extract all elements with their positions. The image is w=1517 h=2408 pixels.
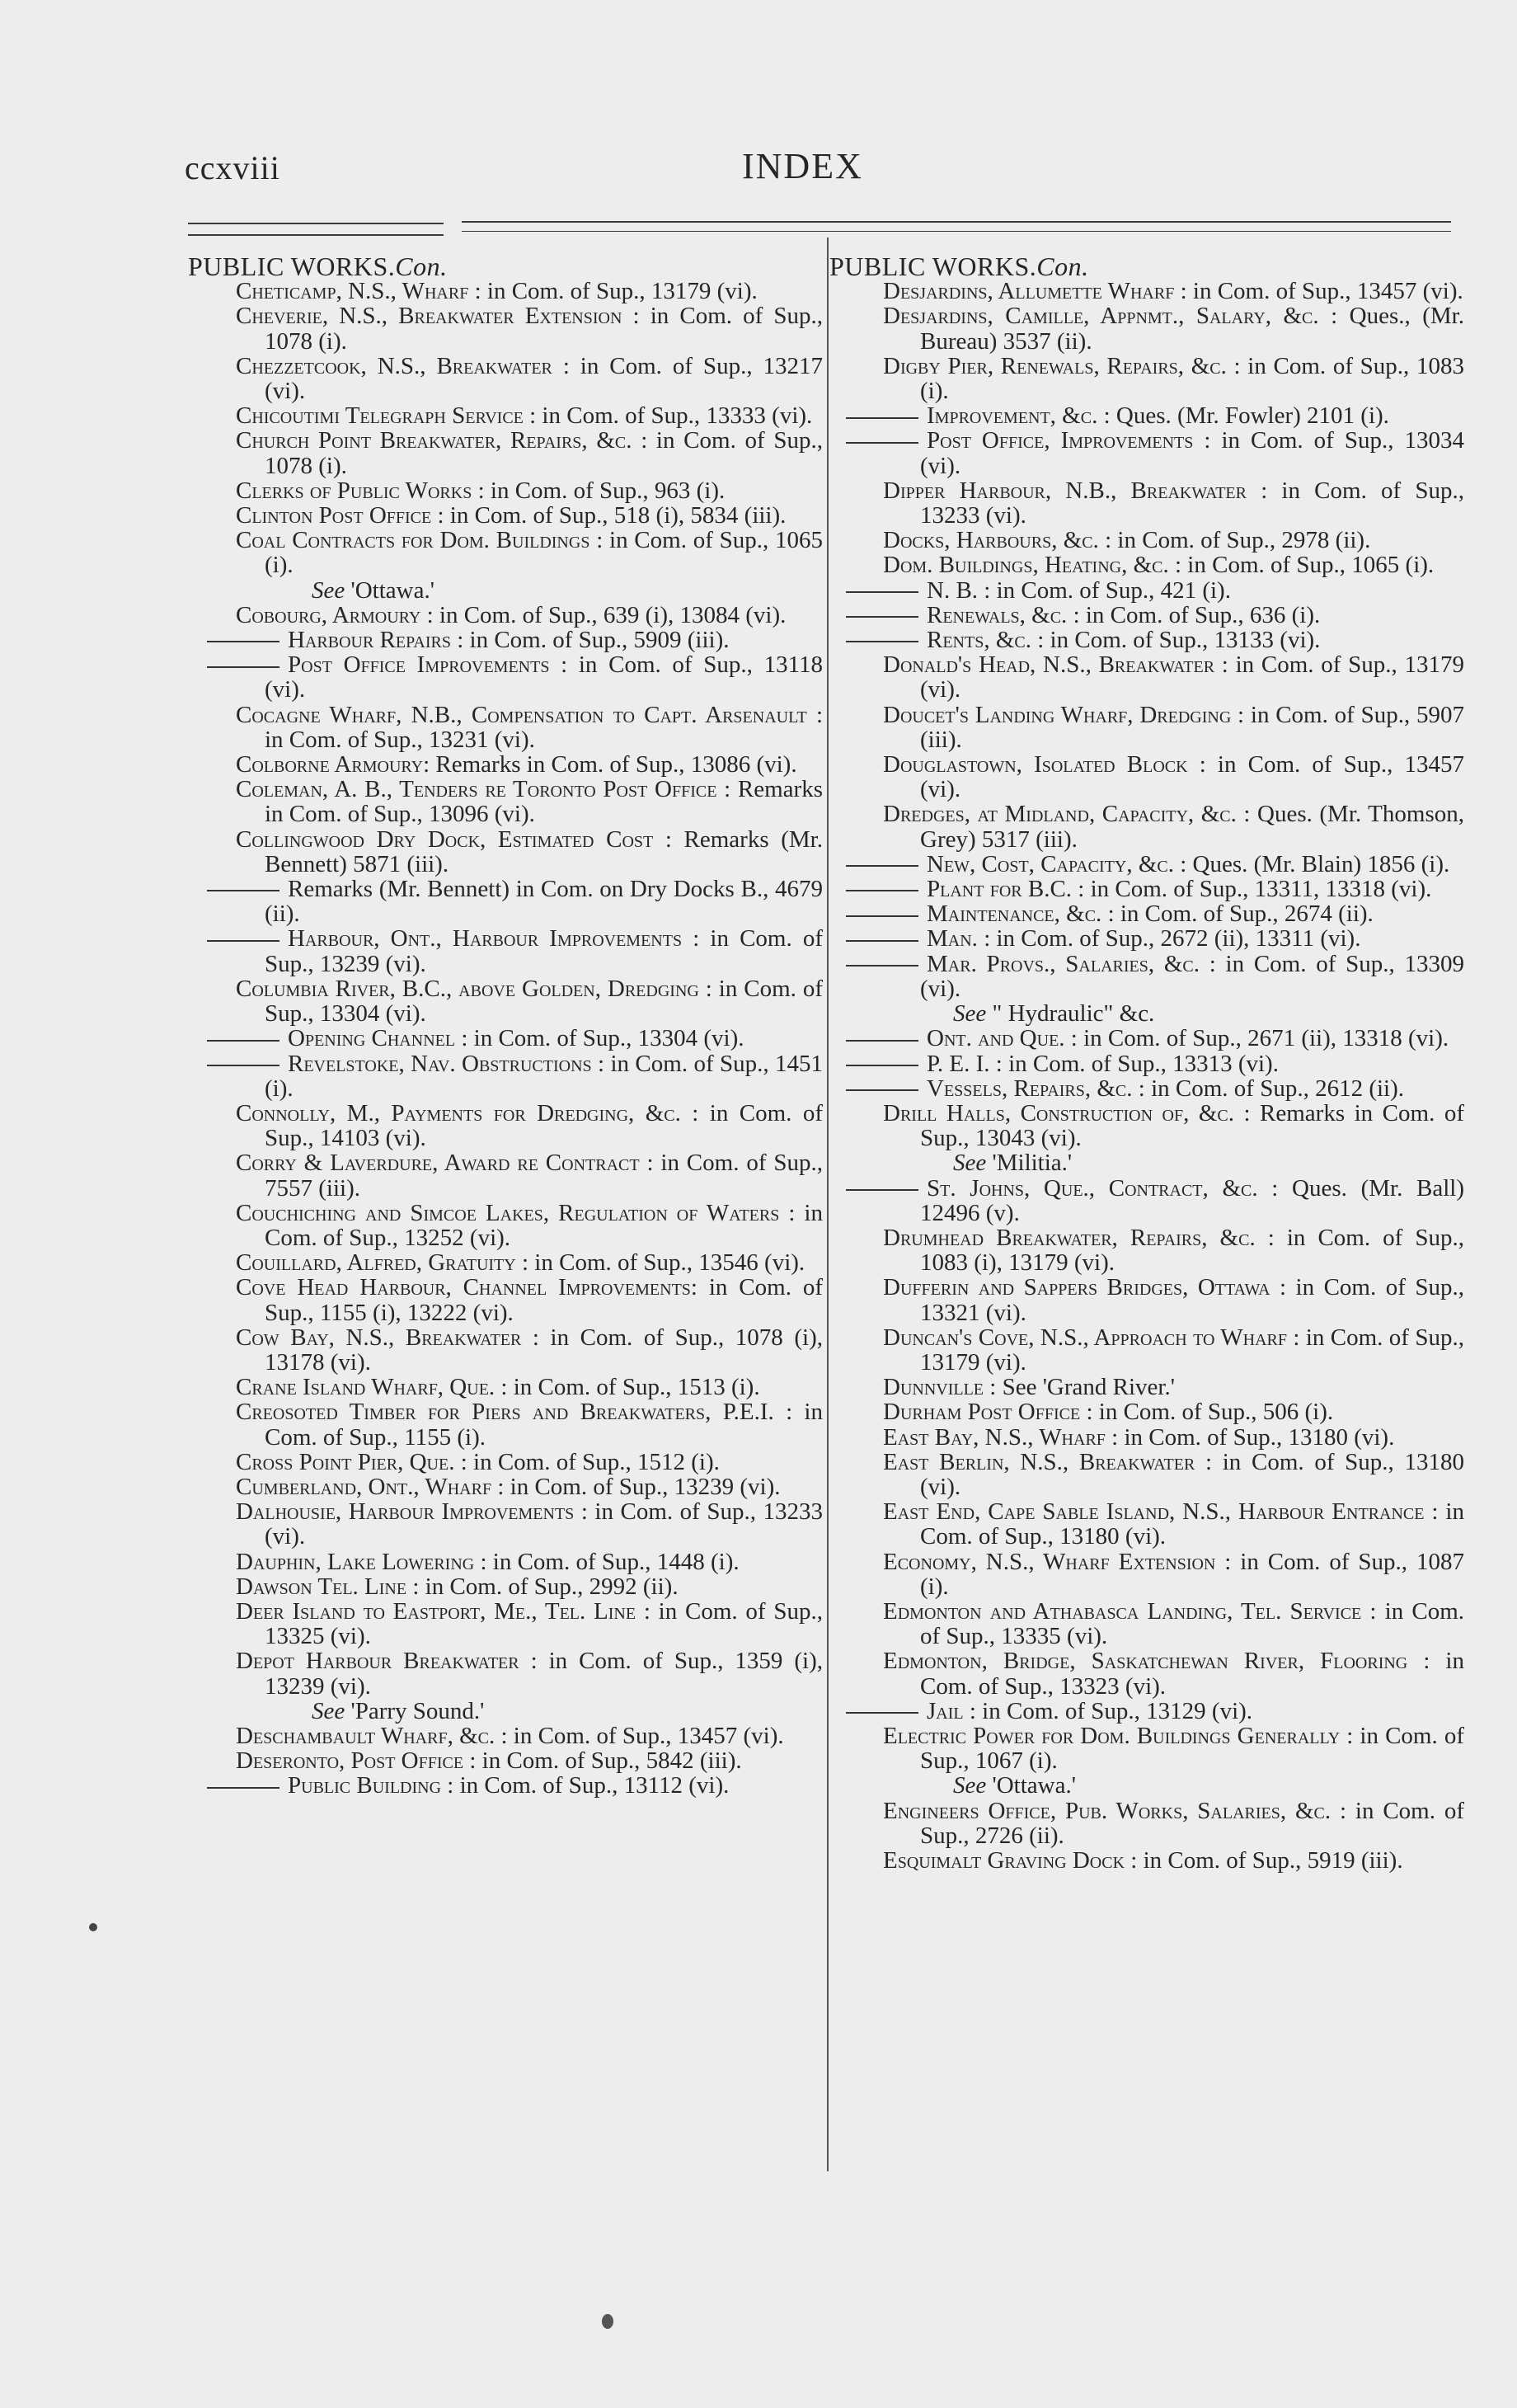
index-entry [829, 752, 1464, 802]
index-entry [829, 877, 1464, 901]
entry-text: : in Com. of Sup., 13457 (vi). [500, 1722, 784, 1749]
index-entry [188, 403, 823, 428]
see-reference [188, 578, 823, 603]
entry-heading: Coleman, A. B., Tenders re Toronto Post Office [236, 776, 725, 803]
entry-text: : in Com. of Sup., 13252 (vi). [265, 1199, 823, 1251]
index-entry [188, 652, 823, 702]
index-entry [188, 1399, 823, 1449]
index-entry [829, 1799, 1464, 1848]
entry-heading: Maintenance, &c. [927, 901, 1108, 928]
index-entry [829, 1499, 1464, 1549]
index-entry [829, 1375, 1464, 1399]
entry-heading: Mar. Provs., Salaries, &c. [927, 950, 1209, 977]
entry-text: : in Com. of Sup., 5842 (iii). [469, 1747, 742, 1775]
heading-text: PUBLIC WORKS. [829, 252, 1037, 281]
entry-text: : in Com. of Sup., 639 (i), 13084 (vi). [426, 601, 787, 628]
entry-text: : in Com. of Sup., 13304 (vi). [265, 975, 823, 1028]
entry-heading: Revelstoke, Nav. Obstructions [288, 1050, 599, 1077]
entry-heading: Coal Contracts for Dom. Buildings [236, 527, 597, 554]
index-entry [188, 1724, 823, 1748]
index-entry [829, 952, 1464, 1001]
entry-text: : in Com. of Sup., 1065 (i). [1175, 552, 1435, 579]
index-entry [188, 976, 823, 1026]
index-entry [188, 1450, 823, 1474]
entry-text: : in Com. of Sup., 13179 (vi). [920, 1324, 1464, 1376]
entry-text: : in Com. of Sup., 2978 (ii). [1105, 527, 1371, 554]
entry-heading: East Bay, N.S., Wharf [883, 1423, 1112, 1451]
entry-heading: Durham Post Office [883, 1399, 1087, 1426]
index-entry [829, 1425, 1464, 1450]
entry-heading: Dawson Tel. Line [236, 1573, 413, 1600]
index-entry [188, 1026, 823, 1051]
entry-text: : in Com. of Sup., 13217 (vi). [265, 352, 823, 405]
index-entry [829, 528, 1464, 553]
entry-heading: Vessels, Repairs, &c. [927, 1075, 1139, 1102]
entry-text: : in Com. of Sup., 13180 (vi). [920, 1448, 1464, 1500]
entry-heading: Crane Island Wharf, Que. [236, 1374, 501, 1401]
index-entry [829, 628, 1464, 652]
entry-heading: Chezzetcook, N.S., Breakwater [236, 352, 563, 379]
ditto-dash [207, 940, 279, 942]
entry-heading: Docks, Harbours, &c. [883, 527, 1106, 554]
entry-heading: Cumberland, Ont., Wharf [236, 1473, 498, 1500]
entry-text: : in Com. of Sup., 13034 (vi). [920, 427, 1464, 479]
entry-heading: Clerks of Public Works [236, 477, 478, 504]
ditto-dash [207, 666, 279, 668]
header-rule-mid-top [462, 221, 1451, 223]
ditto-dash [846, 915, 918, 917]
index-entry [829, 852, 1464, 877]
right-column-heading [829, 254, 1464, 279]
see-reference [829, 1773, 1464, 1798]
index-entry [188, 1599, 823, 1648]
entry-text: : in Com. of Sup., 2726 (ii). [920, 1797, 1464, 1849]
entry-heading: Economy, N.S., Wharf Extension [883, 1548, 1225, 1575]
heading-cont: Con. [395, 252, 448, 281]
index-entry [829, 1101, 1464, 1150]
entry-heading: Deschambault Wharf, &c. [236, 1722, 501, 1749]
see-label: See [953, 1150, 987, 1177]
entry-heading: Dom. Buildings, Heating, &c. [883, 552, 1175, 579]
entry-heading: Electric Power for Dom. Buildings Generally [883, 1722, 1347, 1749]
index-entry [188, 1748, 823, 1773]
index-entry [188, 877, 823, 926]
index-entry [188, 703, 823, 752]
see-reference [829, 1150, 1464, 1175]
see-target: 'Ottawa.' [992, 1772, 1076, 1799]
index-entry [188, 603, 823, 628]
index-entry [188, 1574, 823, 1599]
see-label: See [312, 576, 345, 604]
ditto-dash [846, 940, 918, 942]
entry-text: : in Com. of Sup., 13546 (vi). [521, 1249, 805, 1277]
index-entry [188, 1375, 823, 1399]
see-label: See [953, 1000, 987, 1028]
index-entry [829, 403, 1464, 428]
index-entry [188, 478, 823, 503]
entry-text: : in Com. of Sup., 963 (i). [477, 477, 726, 504]
entry-text: : in Com. of Sup., 13129 (vi). [969, 1697, 1253, 1724]
entry-text: : in Com. of Sup., 13180 (vi). [920, 1498, 1464, 1550]
entry-heading: Jail [927, 1697, 970, 1724]
entry-text: : in Com. of Sup., 14103 (vi). [265, 1099, 823, 1152]
index-entry [829, 1648, 1464, 1698]
see-label: See [312, 1697, 345, 1724]
entry-text: : in Com. of Sup., 1078 (i). [265, 427, 823, 479]
entry-heading: Cove Head Harbour, Channel Improvements: [236, 1274, 709, 1301]
entry-text: : in Com. of Sup., 13239 (vi). [497, 1473, 781, 1500]
page-number: ccxviii [185, 149, 280, 186]
entry-heading: Post Office Improvements [288, 651, 561, 679]
ditto-dash [207, 641, 279, 642]
index-entry [829, 1076, 1464, 1101]
entry-text: : in Com. of Sup., 1065 (i). [265, 527, 823, 579]
entry-text: : in Com. of Sup., 1067 (i). [920, 1722, 1464, 1775]
entry-heading: Esquimalt Graving Dock [883, 1847, 1131, 1874]
entry-text: : See 'Grand River.' [989, 1374, 1175, 1401]
entry-text: : in Com. of Sup., 13180 (vi). [1111, 1423, 1395, 1451]
entry-text: : in Com. of Sup., 13233 (vi). [920, 477, 1464, 529]
entry-heading: Drumhead Breakwater, Repairs, &c. [883, 1224, 1268, 1251]
index-entry [829, 553, 1464, 577]
entry-text: : Remarks in Com. of Sup., 13043 (vi). [920, 1099, 1464, 1152]
entry-text: : in Com. of Sup., 1448 (i). [480, 1548, 740, 1575]
entry-text: : in Com. of Sup., 13333 (vi). [529, 402, 813, 430]
entry-heading: Edmonton, Bridge, Saskatchewan River, Flooring [883, 1648, 1424, 1675]
index-entry [829, 1599, 1464, 1648]
index-entry [188, 303, 823, 353]
entry-text: : Ques. (Mr. Fowler) 2101 (i). [1103, 402, 1389, 430]
ink-dot [89, 1923, 97, 1931]
see-reference [829, 1001, 1464, 1026]
entry-heading: Cobourg, Armoury [236, 601, 427, 628]
index-entry [188, 428, 823, 477]
ditto-dash [846, 1089, 918, 1091]
ditto-dash [846, 1040, 918, 1042]
entry-heading: Harbour Repairs [288, 627, 458, 654]
entry-text: : Remarks (Mr. Bennett) 5871 (iii). [265, 825, 823, 877]
entry-text: : in Com. of Sup., 5907 (iii). [920, 701, 1464, 753]
entry-heading: East End, Cape Sable Island, N.S., Harbour Entrance [883, 1498, 1432, 1526]
entry-heading: Digby Pier, Renewals, Repairs, &c. [883, 352, 1234, 379]
entry-heading: Plant for B.C. [927, 876, 1078, 903]
index-entry [829, 1325, 1464, 1375]
index-entry [829, 901, 1464, 926]
ditto-dash [207, 1040, 279, 1042]
entry-heading: Dalhousie, Harbour Improvements [236, 1498, 581, 1526]
index-entry [188, 528, 823, 577]
header-rule-left-top [188, 223, 444, 224]
entry-text: : Ques. (Mr. Blain) 1856 (i). [1180, 850, 1450, 877]
entry-heading: Colborne Armoury: [236, 751, 436, 778]
column-divider [827, 238, 829, 2171]
entry-heading: Dunnville [883, 1374, 990, 1401]
index-entry [188, 926, 823, 976]
entry-heading: Couchiching and Simcoe Lakes, Regulation of Waters [236, 1199, 789, 1226]
entry-heading: Edmonton and Athabasca Landing, Tel. Service [883, 1597, 1370, 1625]
see-label: See [953, 1772, 987, 1799]
entry-heading: St. Johns, Que., Contract, &c. [927, 1174, 1272, 1202]
index-entry [188, 1648, 823, 1698]
header-rule-left-bottom [188, 234, 444, 236]
entry-text: : Remarks in Com. of Sup., 13096 (vi). [265, 776, 823, 828]
index-entry [829, 1225, 1464, 1275]
ditto-dash [846, 442, 918, 444]
entry-heading: Harbour, Ont., Harbour Improvements [288, 925, 693, 952]
entry-heading: Creosoted Timber for Piers and Breakwaters, P.E.I. [236, 1399, 787, 1426]
entry-text: : in Com. of Sup., 1078 (i), 13178 (vi). [265, 1324, 823, 1376]
entry-text: : in Com. of Sup., 636 (i). [1073, 601, 1321, 628]
left-column-heading [188, 254, 823, 279]
entry-text: : Ques. (Mr. Thomson, Grey) 5317 (iii). [920, 801, 1464, 853]
entry-heading: P. E. I. [927, 1050, 996, 1077]
entry-heading: Deer Island to Eastport, Me., Tel. Line [236, 1597, 644, 1625]
entry-heading: Desjardins, Allumette Wharf [883, 278, 1181, 305]
entry-text: : in Com. of Sup., 13325 (vi). [265, 1597, 823, 1650]
entry-text: : Ques., (Mr. Bureau) 3537 (ii). [920, 303, 1464, 355]
index-entry [829, 603, 1464, 628]
index-entry [829, 428, 1464, 477]
ditto-dash [846, 591, 918, 593]
entry-text: : in Com. of Sup., 5909 (iii). [457, 627, 730, 654]
entry-text: : in Com. of Sup., 1513 (i). [500, 1374, 760, 1401]
entry-text: : in Com. of Sup., 1155 (i). [265, 1399, 823, 1451]
entry-heading: Duncan's Cove, N.S., Approach to Wharf [883, 1324, 1294, 1351]
index-entry [188, 1150, 823, 1200]
entry-heading: Cheverie, N.S., Breakwater Extension [236, 303, 633, 330]
index-entry [188, 1325, 823, 1375]
entry-heading: Columbia River, B.C., above Golden, Dredging [236, 975, 706, 1002]
entry-heading: Dredges, at Midland, Capacity, &c. [883, 801, 1244, 828]
ditto-dash [207, 1787, 279, 1789]
entry-heading: Chicoutimi Telegraph Service [236, 402, 530, 430]
index-entry [829, 1176, 1464, 1225]
entry-text: : in Com. of Sup., 13231 (vi). [265, 701, 823, 753]
entry-heading: Connolly, M., Payments for Dredging, &c. [236, 1099, 693, 1126]
entry-heading: Dipper Harbour, N.B., Breakwater [883, 477, 1261, 504]
ditto-dash [846, 616, 918, 618]
entry-heading: Cross Point Pier, Que. [236, 1448, 461, 1475]
entry-text: : in Com. of Sup., 13335 (vi). [920, 1597, 1464, 1650]
entry-heading: Ont. and Que. [927, 1025, 1071, 1052]
entry-heading: Public Building [288, 1772, 448, 1799]
entry-heading: Dauphin, Lake Lowering [236, 1548, 481, 1575]
index-entry [188, 1773, 823, 1798]
ditto-dash [846, 1189, 918, 1191]
index-entry [188, 1051, 823, 1101]
entry-text: : in Com. of Sup., 2992 (ii). [412, 1573, 679, 1600]
index-entry [188, 628, 823, 652]
index-entry [829, 478, 1464, 528]
entry-text: : in Com. of Sup., 13233 (vi). [265, 1498, 824, 1550]
ditto-dash [207, 1065, 279, 1066]
entry-heading: Drill Halls, Construction of, &c. [883, 1099, 1244, 1126]
entry-text: : in Com. of Sup., 1083 (i). [920, 352, 1464, 405]
see-reference [188, 1699, 823, 1724]
ditto-dash [846, 641, 918, 642]
entry-text: : in Com. of Sup., 13133 (vi). [1037, 627, 1321, 654]
entry-heading: Deseronto, Post Office [236, 1747, 470, 1775]
entry-heading: Desjardins, Camille, Appnmt., Salary, &c. [883, 303, 1331, 330]
index-entry [188, 354, 823, 403]
see-target: 'Militia.' [992, 1150, 1073, 1177]
index-entry [829, 1848, 1464, 1873]
entry-heading: Cow Bay, N.S., Breakwater [236, 1324, 533, 1351]
entry-heading: East Berlin, N.S., Breakwater [883, 1448, 1205, 1475]
entry-heading: Post Office, Improvements [927, 427, 1205, 454]
entry-heading: Man. [927, 925, 984, 952]
entry-text: Remarks (Mr. Bennett) in Com. on Dry Docks B., 4679 (ii). [265, 876, 823, 928]
index-entry [188, 1101, 823, 1150]
index-entry [188, 1550, 823, 1574]
entry-text: in Com. of Sup., 1155 (i), 13222 (vi). [265, 1274, 823, 1326]
entry-text: : in Com. of Sup., 1078 (i). [265, 303, 823, 355]
index-entry [829, 652, 1464, 702]
entry-text: : in Com. of Sup., 1359 (i), 13239 (vi). [265, 1648, 823, 1700]
entry-text: : in Com. of Sup., 13311, 13318 (vi). [1078, 876, 1432, 903]
index-entry [829, 926, 1464, 951]
entry-text: : in Com. of Sup., 2672 (ii), 13311 (vi). [984, 925, 1361, 952]
entry-text: : in Com. of Sup., 7557 (iii). [265, 1150, 823, 1202]
entry-text: : in Com. of Sup., 13112 (vi). [447, 1772, 730, 1799]
index-entry [829, 1450, 1464, 1499]
index-entry [188, 1275, 823, 1324]
ditto-dash [846, 1712, 918, 1714]
ditto-dash [846, 890, 918, 891]
ditto-dash [846, 1065, 918, 1066]
index-entry [829, 703, 1464, 752]
entry-heading: Clinton Post Office [236, 502, 438, 529]
entry-heading: Opening Channel [288, 1025, 462, 1052]
left-column [188, 254, 823, 1799]
entry-heading: Improvement, &c. [927, 402, 1104, 430]
right-column [829, 254, 1464, 1873]
entry-heading: Douglastown, Isolated Block [883, 751, 1200, 778]
entry-heading: Donald's Head, N.S., Breakwater [883, 651, 1222, 679]
entry-heading: Cocagne Wharf, N.B., Compensation to Capt. Arsenault [236, 701, 816, 728]
entry-heading: Corry & Laverdure, Award re Contract [236, 1150, 647, 1177]
see-target: 'Parry Sound.' [350, 1697, 485, 1724]
entry-text: : in Com. of Sup., 13309 (vi). [920, 950, 1464, 1002]
entry-text: : in Com. of Sup., 5919 (iii). [1130, 1847, 1403, 1874]
entry-heading: Dufferin and Sappers Bridges, Ottawa [883, 1274, 1280, 1301]
entry-heading: Couillard, Alfred, Gratuity [236, 1249, 522, 1277]
entry-text: : in Com. of Sup., 421 (i). [984, 576, 1231, 604]
index-entry [829, 1026, 1464, 1051]
entry-text: : in Com. of Sup., 13239 (vi). [265, 925, 824, 977]
entry-heading: Engineers Office, Pub. Works, Salaries, &c. [883, 1797, 1340, 1824]
entry-text: : in Com. of Sup., 13118 (vi). [265, 651, 823, 703]
index-entry [188, 827, 823, 877]
index-entry [829, 1550, 1464, 1599]
index-entry [829, 802, 1464, 851]
index-entry [829, 1051, 1464, 1076]
entry-text: : in Com. of Sup., 2671 (ii), 13318 (vi). [1070, 1025, 1449, 1052]
index-entry [829, 1699, 1464, 1724]
index-entry [829, 578, 1464, 603]
entry-text: Remarks in Com. of Sup., 13086 (vi). [435, 751, 797, 778]
index-entry [829, 1399, 1464, 1424]
entry-text: : in Com. of Sup., 13457 (vi). [1180, 278, 1463, 305]
entry-text: : Ques. (Mr. Ball) 12496 (v). [920, 1174, 1464, 1226]
index-entry [829, 279, 1464, 303]
entry-text: : in Com. of Sup., 13179 (vi). [474, 278, 758, 305]
heading-text: PUBLIC WORKS. [188, 252, 396, 281]
index-entry [188, 1250, 823, 1275]
ditto-dash [846, 965, 918, 966]
index-entry [188, 752, 823, 777]
entry-text: : in Com. of Sup., 13457 (vi). [920, 751, 1464, 803]
index-entry [829, 354, 1464, 403]
see-target: 'Ottawa.' [350, 576, 434, 604]
entry-text: : in Com. of Sup., 518 (i), 5834 (iii). [437, 502, 787, 529]
entry-text: : in Com. of Sup., 1083 (i), 13179 (vi). [920, 1224, 1464, 1277]
entry-text: : in Com. of Sup., 1512 (i). [460, 1448, 720, 1475]
entry-text: : in Com. of Sup., 13313 (vi). [995, 1050, 1279, 1077]
index-entry [829, 1724, 1464, 1773]
index-entry [829, 1275, 1464, 1324]
ink-smudge [602, 2314, 613, 2329]
entry-heading: Rents, &c. [927, 627, 1038, 654]
heading-cont: Con. [1036, 252, 1089, 281]
entry-text: : in Com. of Sup., 13304 (vi). [461, 1025, 744, 1052]
entry-heading: Renewals, &c. [927, 601, 1073, 628]
header-rule-mid-bottom [462, 231, 1451, 232]
entry-text: : in Com. of Sup., 1451 (i). [265, 1050, 823, 1102]
entry-text: : in Com. of Sup., 13179 (vi). [920, 651, 1464, 703]
index-entry [188, 1499, 823, 1549]
entry-heading: Depot Harbour Breakwater [236, 1648, 531, 1675]
ditto-dash [846, 865, 918, 867]
entry-text: : in Com. of Sup., 506 (i). [1086, 1399, 1334, 1426]
entry-heading: New, Cost, Capacity, &c. [927, 850, 1181, 877]
index-entry [188, 777, 823, 826]
index-entry [188, 1201, 823, 1250]
see-target: " Hydraulic" &c. [992, 1000, 1155, 1028]
entry-heading: Doucet's Landing Wharf, Dredging [883, 701, 1238, 728]
index-entry [188, 279, 823, 303]
entry-heading: N. B. [927, 576, 984, 604]
index-entry [188, 503, 823, 528]
entry-heading: Cheticamp, N.S., Wharf [236, 278, 475, 305]
entry-text: : in Com. of Sup., 1087 (i). [920, 1548, 1464, 1600]
entry-text: : in Com. of Sup., 13323 (vi). [920, 1648, 1464, 1700]
index-entry [829, 303, 1464, 353]
entry-text: : in Com. of Sup., 2612 (ii). [1138, 1075, 1405, 1102]
entry-heading: Church Point Breakwater, Repairs, &c. [236, 427, 641, 454]
running-title: INDEX [742, 146, 863, 186]
ditto-dash [207, 890, 279, 891]
entry-heading: Collingwood Dry Dock, Estimated Cost [236, 825, 665, 853]
ditto-dash [846, 417, 918, 419]
index-entry [188, 1474, 823, 1499]
entry-text: : in Com. of Sup., 13321 (vi). [920, 1274, 1464, 1326]
entry-text: : in Com. of Sup., 2674 (ii). [1107, 901, 1374, 928]
